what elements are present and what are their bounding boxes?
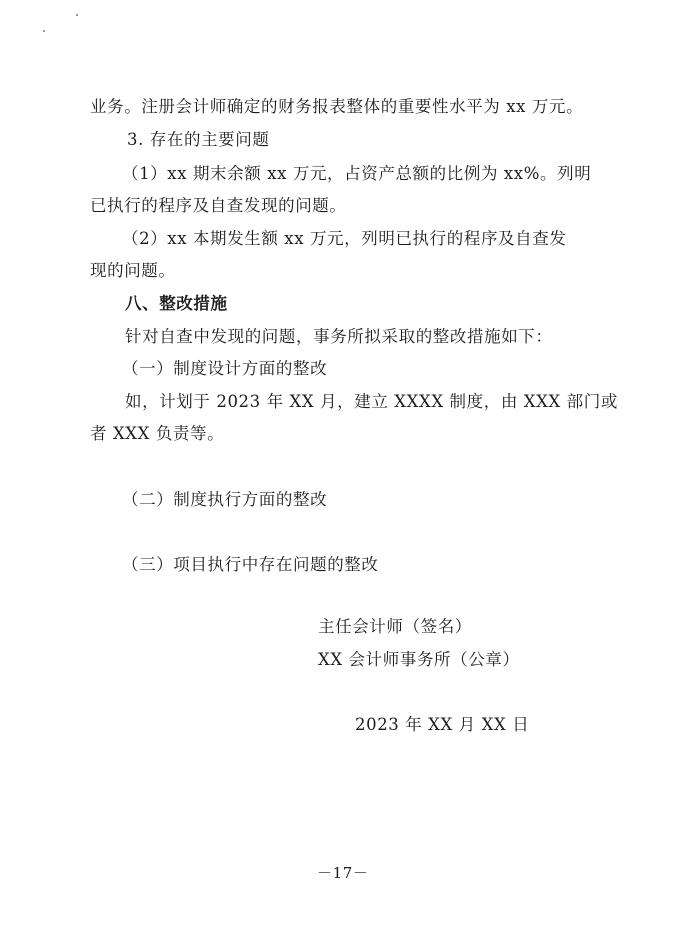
subsection-heading: （二）制度执行方面的整改 [122,490,328,509]
body-line: 已执行的程序及自查发现的问题。 [90,196,347,215]
section-subheading: 3. 存在的主要问题 [127,130,270,149]
body-line: （2）xx 本期发生额 xx 万元，列明已执行的程序及自查发 [122,229,567,248]
subsection-heading: （一）制度设计方面的整改 [122,359,328,378]
body-line: 者 XXX 负责等。 [90,424,225,443]
page-number: －17－ [317,864,369,882]
firm-seal-line: XX 会计师事务所（公章） [318,650,520,669]
scan-speck [76,14,78,16]
body-line: （1）xx 期末余额 xx 万元，占资产总额的比例为 xx%。列明 [122,164,592,183]
body-line: 针对自查中发现的问题，事务所拟采取的整改措施如下： [125,327,553,346]
body-line: 如，计划于 2023 年 XX 月，建立 XXXX 制度，由 XXX 部门或 [125,392,618,411]
signature-line: 主任会计师（签名） [318,617,472,636]
body-line: 业务。注册会计师确定的财务报表整体的重要性水平为 xx 万元。 [90,97,584,116]
date-line: 2023 年 XX 月 XX 日 [355,715,530,734]
section-heading: 八、整改措施 [125,294,228,313]
scan-speck [43,30,45,32]
subsection-heading: （三）项目执行中存在问题的整改 [122,555,379,574]
body-line: 现的问题。 [90,261,176,280]
